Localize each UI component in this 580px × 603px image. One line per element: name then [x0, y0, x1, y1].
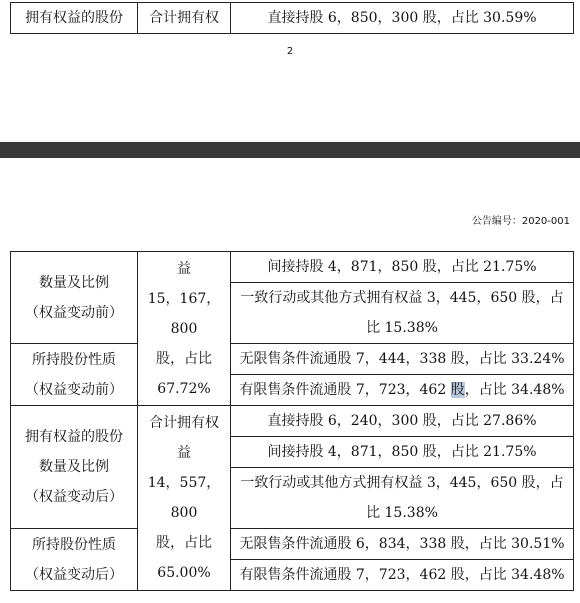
table-row [11, 252, 574, 283]
page-number: 2 [286, 46, 294, 57]
total-after-cell [138, 406, 231, 591]
label-line: （权益变动前） [25, 381, 123, 398]
concert-line: 比 15.38% [366, 505, 438, 521]
notice-number: 公告编号：2020-001 [471, 216, 570, 227]
restricted-before-cell [231, 375, 574, 406]
unrestricted-before-cell: 无限售条件流通股 7，444，338 股，占比 33.24% [231, 344, 574, 375]
table-row [11, 406, 574, 437]
total-line: 65.00% [157, 565, 211, 581]
total-owned-label: 合计拥有权 [138, 3, 231, 34]
label-line: 所持股份性质 [32, 536, 116, 553]
concert-after-cell [231, 468, 574, 529]
restricted-after-cell: 有限售条件流通股 7，723，462 股，占比 34.48% [231, 560, 574, 591]
indirect-before-cell: 间接持股 4，871，850 股，占比 21.75% [231, 252, 574, 283]
table-row [11, 344, 574, 375]
selected-text[interactable]: 股 [450, 382, 465, 398]
page-separator [0, 142, 580, 158]
concert-before-cell [231, 283, 574, 344]
concert-line: 一致行动或其他方式拥有权益 3，445，650 股，占 [240, 475, 564, 491]
nature-after-label [11, 529, 138, 591]
qty-ratio-before-label [11, 252, 138, 344]
label-line: （权益变动前） [25, 304, 123, 321]
total-before-cell [138, 252, 231, 406]
total-line: 合计拥有权 [149, 415, 219, 431]
label-line: 数量及比例 [39, 274, 109, 291]
total-line: 股，占比 [156, 350, 212, 367]
table-row [11, 3, 574, 34]
label-line: （权益变动后） [25, 566, 123, 583]
label-line: 数量及比例 [39, 459, 109, 475]
direct-holding-cell: 直接持股 6，850，300 股，占比 30.59% [231, 3, 574, 34]
indirect-after-cell: 间接持股 4，871，850 股，占比 21.75% [231, 437, 574, 468]
qty-ratio-after-label [11, 406, 138, 529]
label-line: 所持股份性质 [32, 351, 116, 368]
shareholding-table-top [10, 2, 574, 34]
page-top [0, 0, 580, 142]
nature-before-label [11, 344, 138, 406]
shareholding-table [10, 251, 574, 591]
total-line: 67.72% [157, 380, 211, 397]
unrestricted-after-cell: 无限售条件流通股 6，834，338 股，占比 30.51% [231, 529, 574, 560]
direct-after-cell: 直接持股 6，240，300 股，占比 27.86% [231, 406, 574, 437]
equity-shares-label: 拥有权益的股份 [11, 3, 138, 34]
total-line: 14，557，800 [147, 475, 221, 521]
label-line: 拥有权益的股份 [25, 429, 123, 445]
restricted-text: 有限售条件流通股 7，723，462 [239, 382, 451, 398]
label-line: （权益变动后） [25, 489, 123, 505]
restricted-text: ，占比 34.48% [464, 382, 565, 398]
concert-line: 一致行动或其他方式拥有权益 3，445，650 股，占 [240, 290, 564, 306]
total-line: 益 [177, 260, 191, 277]
concert-line: 比 15.38% [366, 320, 438, 336]
total-line: 15，167，800 [147, 290, 221, 337]
total-line: 股，占比 [156, 535, 212, 551]
total-line: 益 [177, 445, 191, 461]
table-row [11, 529, 574, 560]
